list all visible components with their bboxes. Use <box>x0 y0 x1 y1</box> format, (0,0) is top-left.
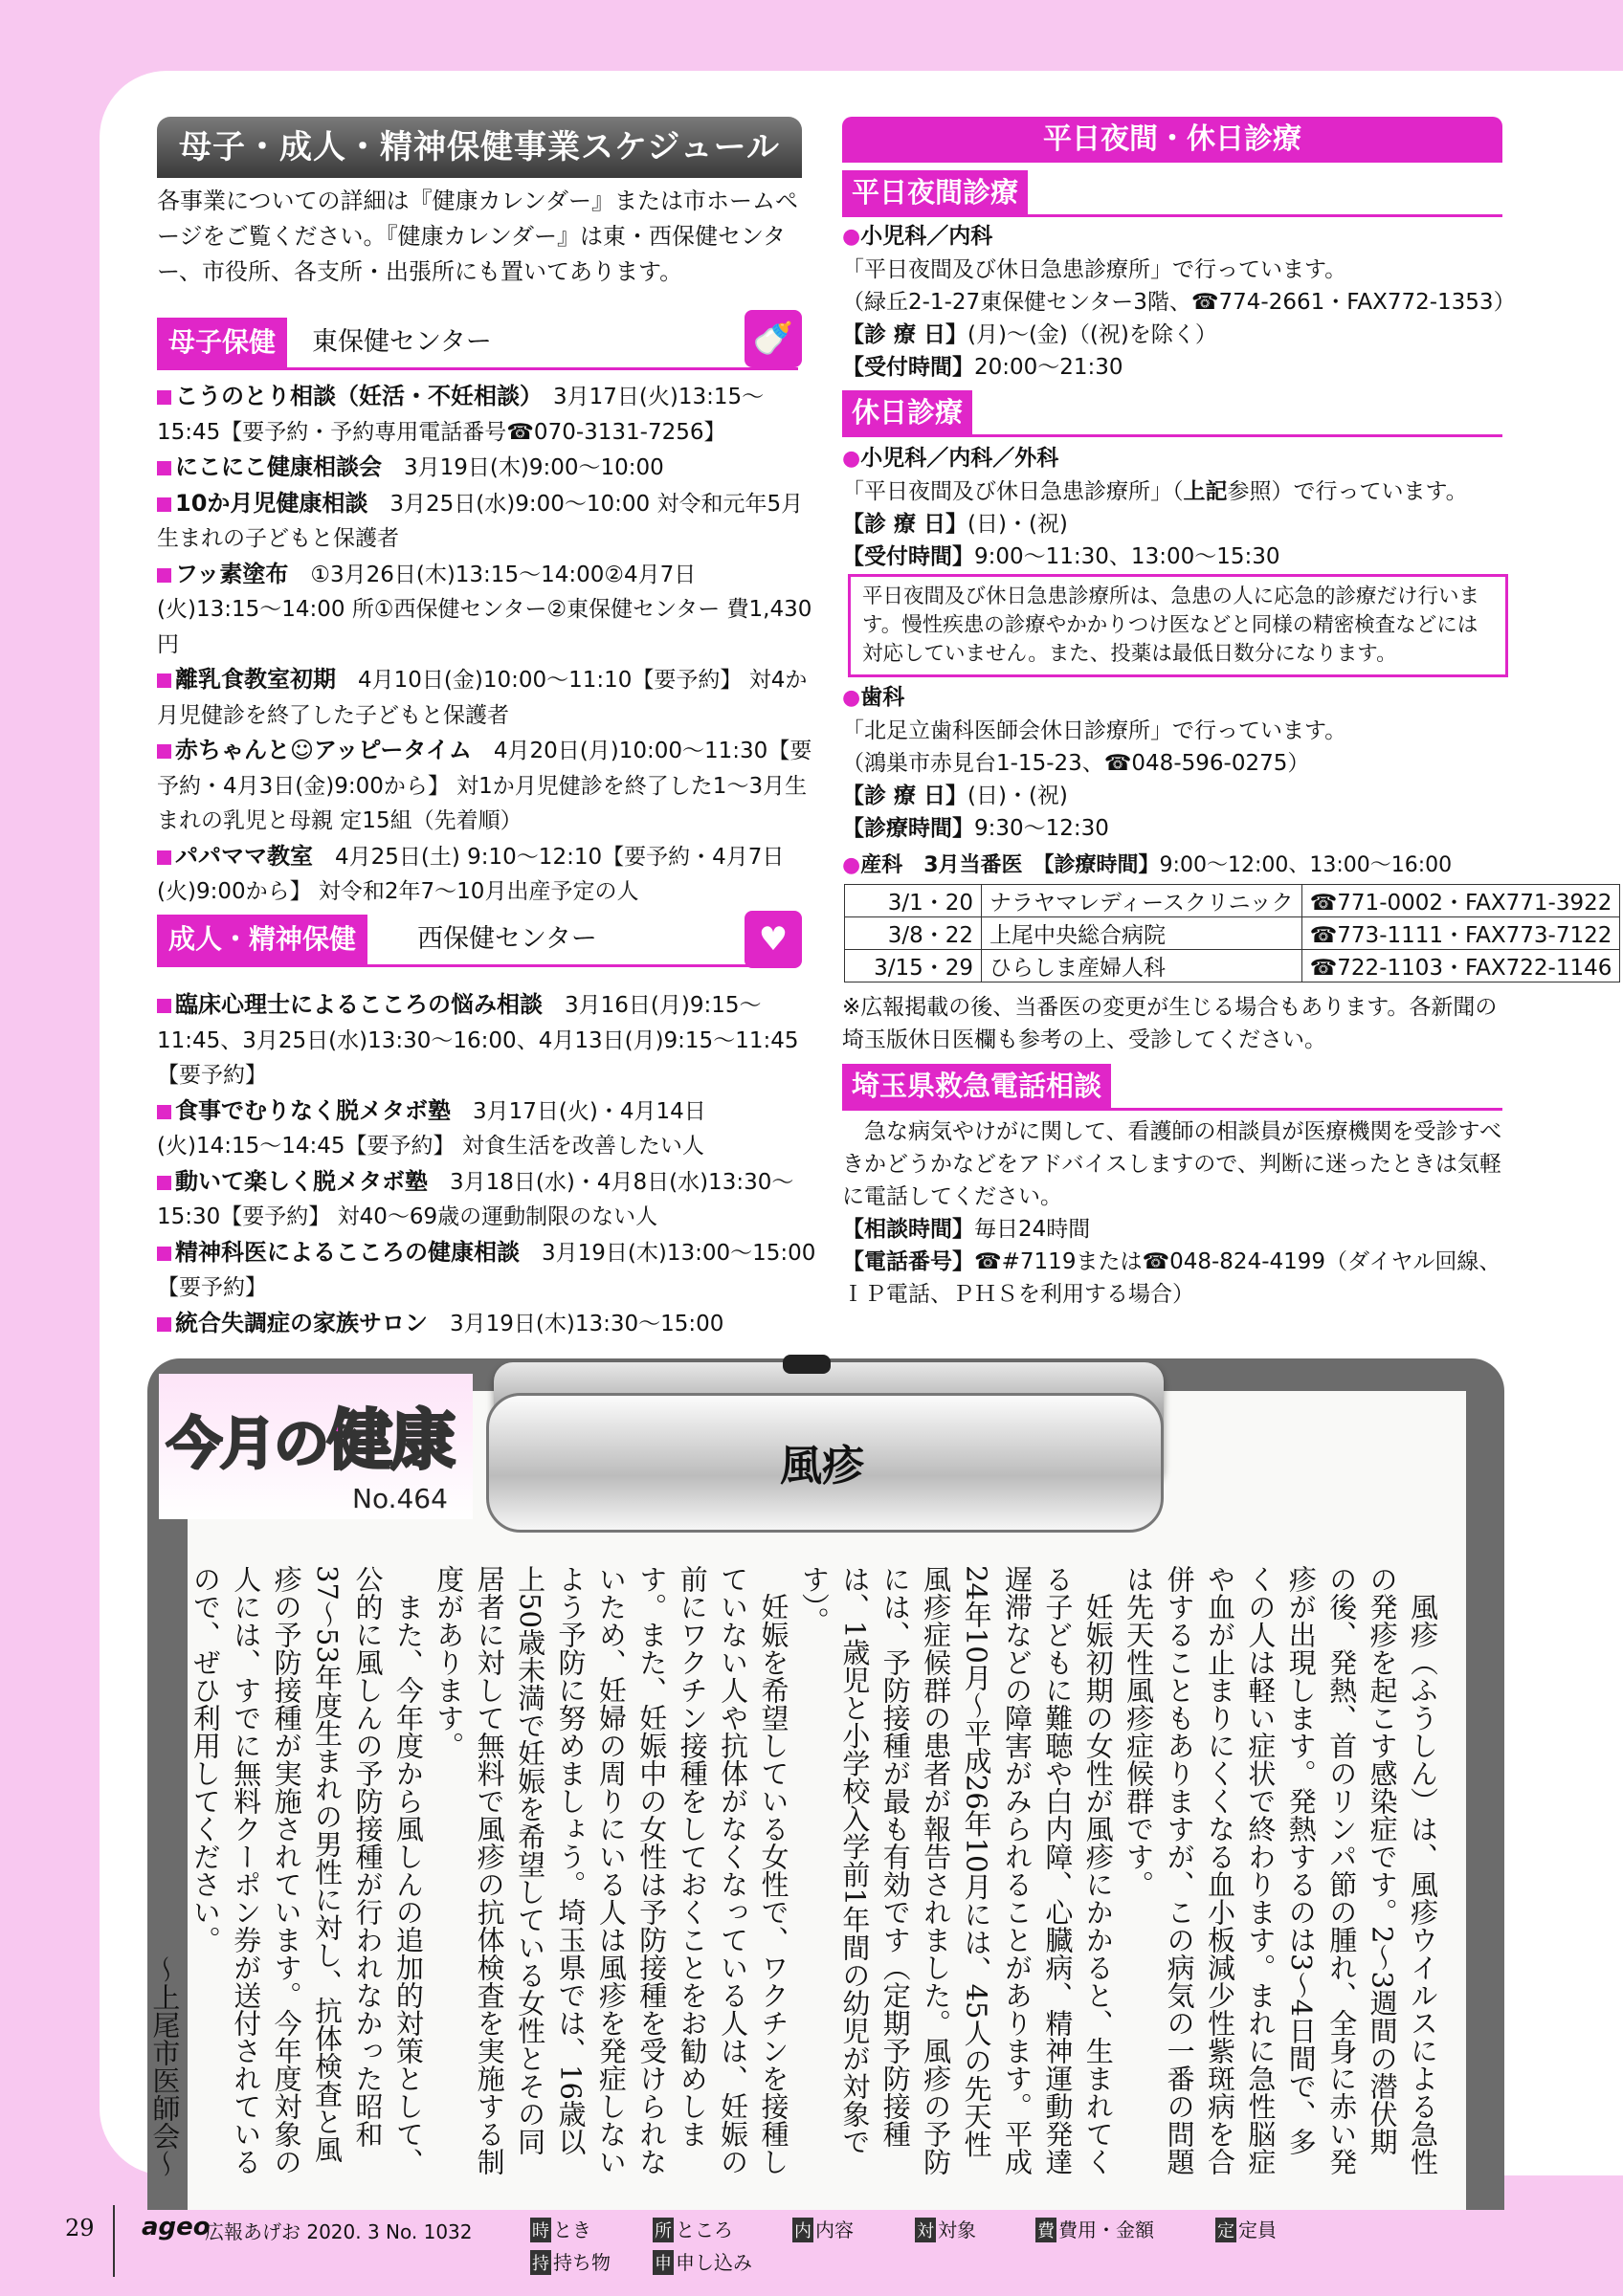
table-row: 3/8・22 上尾中央総合病院 ☎773-1111・FAX773-7122 <box>845 917 1620 950</box>
boshi-list <box>157 379 817 910</box>
legend-item: 費 費用・金額 <box>1037 2219 1154 2241</box>
dental-info: ●歯科 「北足立歯科医師会休日診療所」で行っています。 （鴻巣市赤見台1-15-23、☎048-596-0275） 【診 療 日】(日)・(祝) 【診療時間】9:30〜12:30 <box>842 685 1347 841</box>
schedule-intro: 各事業についての詳細は『健康カレンダー』または市ホームページをご覧ください。『健康カレンダー』は東・西保健センター、市役所、各支所・出張所にも置いてあります。 <box>157 188 798 285</box>
emergency-header: 埼玉県救急電話相談 <box>842 1064 1502 1111</box>
brand-logo: ageo <box>142 2213 211 2241</box>
list-item: 統合失調症の家族サロン 3月19日(木)13:30〜15:00 <box>157 1306 817 1342</box>
legend-item: 申 申し込み <box>655 2251 752 2274</box>
column-logo: 今月の健康 <box>167 1403 455 1479</box>
obstetrics-table <box>844 884 1620 982</box>
legend-item: 内 内容 <box>794 2219 854 2241</box>
boshi-place: 東保健センター <box>312 327 492 357</box>
footer-divider <box>113 2205 115 2277</box>
footer <box>0 2205 1623 2296</box>
list-item: 食事でむりなく脱メタボ塾 3月17日(火)・4月14日(火)14:15〜14:45【要予約】 対食生活を改善したい人 <box>157 1096 706 1159</box>
schedule-banner: 母子・成人・精神保健事業スケジュール <box>157 117 802 178</box>
emergency-info: 急な病気やけがに関して、看護師の相談員が医療機関を受診すべきかどうかなどをアドバイスしますので、判断に迷ったときは気軽に電話してください。 【相談時間】毎日24時間 【電話番号】☎#7119または☎048-824-4199（ダイヤル回線、ＩＰ電話、ＰＨＳを利用する場合） <box>842 1119 1502 1307</box>
paragraph: 妊娠を希望している女性で、ワクチンを接種していない人や抗体がなくなっている人は、妊娠の前にワクチン接種をしておくことをお勧めします。また、妊娠中の女性は予防接種を受けられないため、妊婦の周りにいる人は風疹を発症しないよう予防に努めましょう。埼玉県では、16歳以上50歳未満で妊娠を希望している女性とその同居者に対して無料で風疹の抗体検査を実施する制度があります。 <box>433 1565 790 2175</box>
page-number: 29 <box>65 2215 95 2241</box>
legend-item: 定 定員 <box>1217 2219 1277 2241</box>
list-item: フッ素塗布 ①3月26日(木)13:15〜14:00②4月7日(火)13:15〜14:00 所①西保健センター②東保健センター 費1,430円 <box>157 560 812 657</box>
clinic-banner: 平日夜間・休日診療 <box>842 117 1502 163</box>
list-item: 精神科医によるこころの健康相談 3月19日(木)13:00〜15:00【要予約】 <box>157 1238 816 1300</box>
holiday-header: 休日診療 <box>842 390 1502 437</box>
seijin-list <box>157 987 817 1341</box>
list-item: パパママ教室 4月25日(土) 9:10〜12:10【要予約・4月7日(火)9:00から】 対令和2年7〜10月出産予定の人 <box>157 842 785 904</box>
legend-item: 対 対象 <box>917 2219 976 2241</box>
obstetrics-note: ※広報掲載の後、当番医の変更が生じる場合もあります。各新聞の埼玉版休日医欄も参考の上、受診してください。 <box>842 995 1498 1052</box>
seijin-place: 西保健センター <box>417 924 597 954</box>
column-signature: 〜上尾市医師会〜 <box>148 1955 182 2177</box>
weekday-header: 平日夜間診療 <box>842 170 1502 217</box>
holiday-info: ●小児科／内科／外科 「平日夜間及び休日急患診療所」（上記参照）で行っています。 【診 療 日】(日)・(祝) 【受付時間】9:00〜11:30、13:00〜15:30 <box>842 446 1468 569</box>
seijin-header <box>157 915 798 967</box>
obstetrics-header: ●産科 3月当番医 【診療時間】9:00〜12:00、13:00〜16:00 <box>842 853 1453 877</box>
table-row: 3/1・20 ナラヤマレディースクリニック ☎771-0002・FAX771-3922 <box>845 885 1620 917</box>
column-title: 風疹 <box>780 1442 864 1490</box>
column-number: No.464 <box>352 1483 448 1514</box>
paragraph: また、今年度から風しんの追加的対策として、公的に風しんの予防接種が行われなかった昭和37〜53年度生まれの男性に対し、抗体検査と風疹の予防接種が実施されています。今年度対象の人には、すでに無料クーポン券が送付されているので、ぜひ利用してください。 <box>189 1565 425 2175</box>
boshi-header <box>157 318 798 370</box>
list-item: 動いて楽しく脱メタボ塾 3月18日(水)・4月8日(水)13:30〜15:30【要予約】 対40〜69歳の運動制限のない人 <box>157 1167 794 1229</box>
paragraph: 妊娠初期の女性が風疹にかかると、生まれてくる子どもに難聴や白内障、心臓病、精神運動発達遅滞などの障害がみられることがあります。平成24年10月〜平成26年10月には、45人の先天性風疹症候群の患者が報告されました。風疹の予防には、予防接種が最も有効です（定期予防接種は、1歳児と小学校入学前1年間の幼児が対象です）。 <box>797 1565 1115 2175</box>
table-row: 3/15・29 ひらしま産婦人科 ☎722-1103・FAX722-1146 <box>845 950 1620 982</box>
list-item: 赤ちゃんと☺アッピータイム 4月20日(月)10:00〜11:30【要予約・4月3日(金)9:00から】 対1か月児健診を終了した1〜3月生まれの乳児と母親 定15組（先着順） <box>157 737 812 833</box>
list-item: 10か月児健康相談 3月25日(水)9:00〜10:00 対令和元年5月生まれの子どもと保護者 <box>157 489 804 551</box>
column-body <box>148 1565 1443 2177</box>
list-item: こうのとり相談（妊活・不妊相談） 3月17日(火)13:15〜15:45【要予約・予約専用電話番号☎070-3131-7256】 <box>157 383 765 445</box>
list-item: 離乳食教室初期 4月10日(金)10:00〜11:10【要予約】 対4か月児健診を終了した子どもと保護者 <box>157 666 808 728</box>
seijin-tag: 成人・精神保健 <box>157 915 367 964</box>
list-item: にこにこ健康相談会 3月19日(木)9:00〜10:00 <box>157 450 817 486</box>
baby-bottle-icon: 🍼 <box>745 310 802 367</box>
weekday-info: ●小児科／内科 「平日夜間及び休日急患診療所」で行っています。 （緑丘2-1-27東保健センター3階、☎774-2661・FAX772-1353） 【診 療 日】(月)〜(金)（(祝)を除く） 【受付時間】20:00〜21:30 <box>842 224 1516 380</box>
person-heart-icon: ♥ <box>745 911 802 968</box>
paragraph: 風疹（ふうしん）は、風疹ウイルスによる急性の発疹を起こす感染症です。2〜3週間の潜伏期の後、発熱、首のリンパ節の腫れ、全身に赤い発疹が出現します。発熱するのは3〜4日間で、多くの人は軽い症状で終わります。まれに急性脳症や血が止まりにくくなる血小板減少性紫斑病を合併することもありますが、この病気の一番の問題は先天性風疹症候群です。 <box>1123 1565 1439 2175</box>
legend-item: 所 ところ <box>655 2219 733 2241</box>
boshi-tag: 母子保健 <box>157 318 287 367</box>
clinic-notice: 平日夜間及び休日急患診療所は、急患の人に応急的診療だけ行います。慢性疾患の診療やかかりつけ医などと同様の精密検査などには対応していません。また、投薬は最低日数分になります。 <box>848 574 1508 677</box>
clip-knob <box>783 1355 831 1374</box>
legend-item: 持 持ち物 <box>532 2251 611 2274</box>
list-item: 臨床心理士によるこころの悩み相談 3月16日(月)9:15〜11:45、3月25日(水)13:30〜16:00、4月13日(月)9:15〜11:45【要予約】 <box>157 991 799 1088</box>
legend-item: 時 とき <box>532 2219 591 2241</box>
publication-info: 広報あげお 2020. 3 No. 1032 <box>205 2220 473 2243</box>
